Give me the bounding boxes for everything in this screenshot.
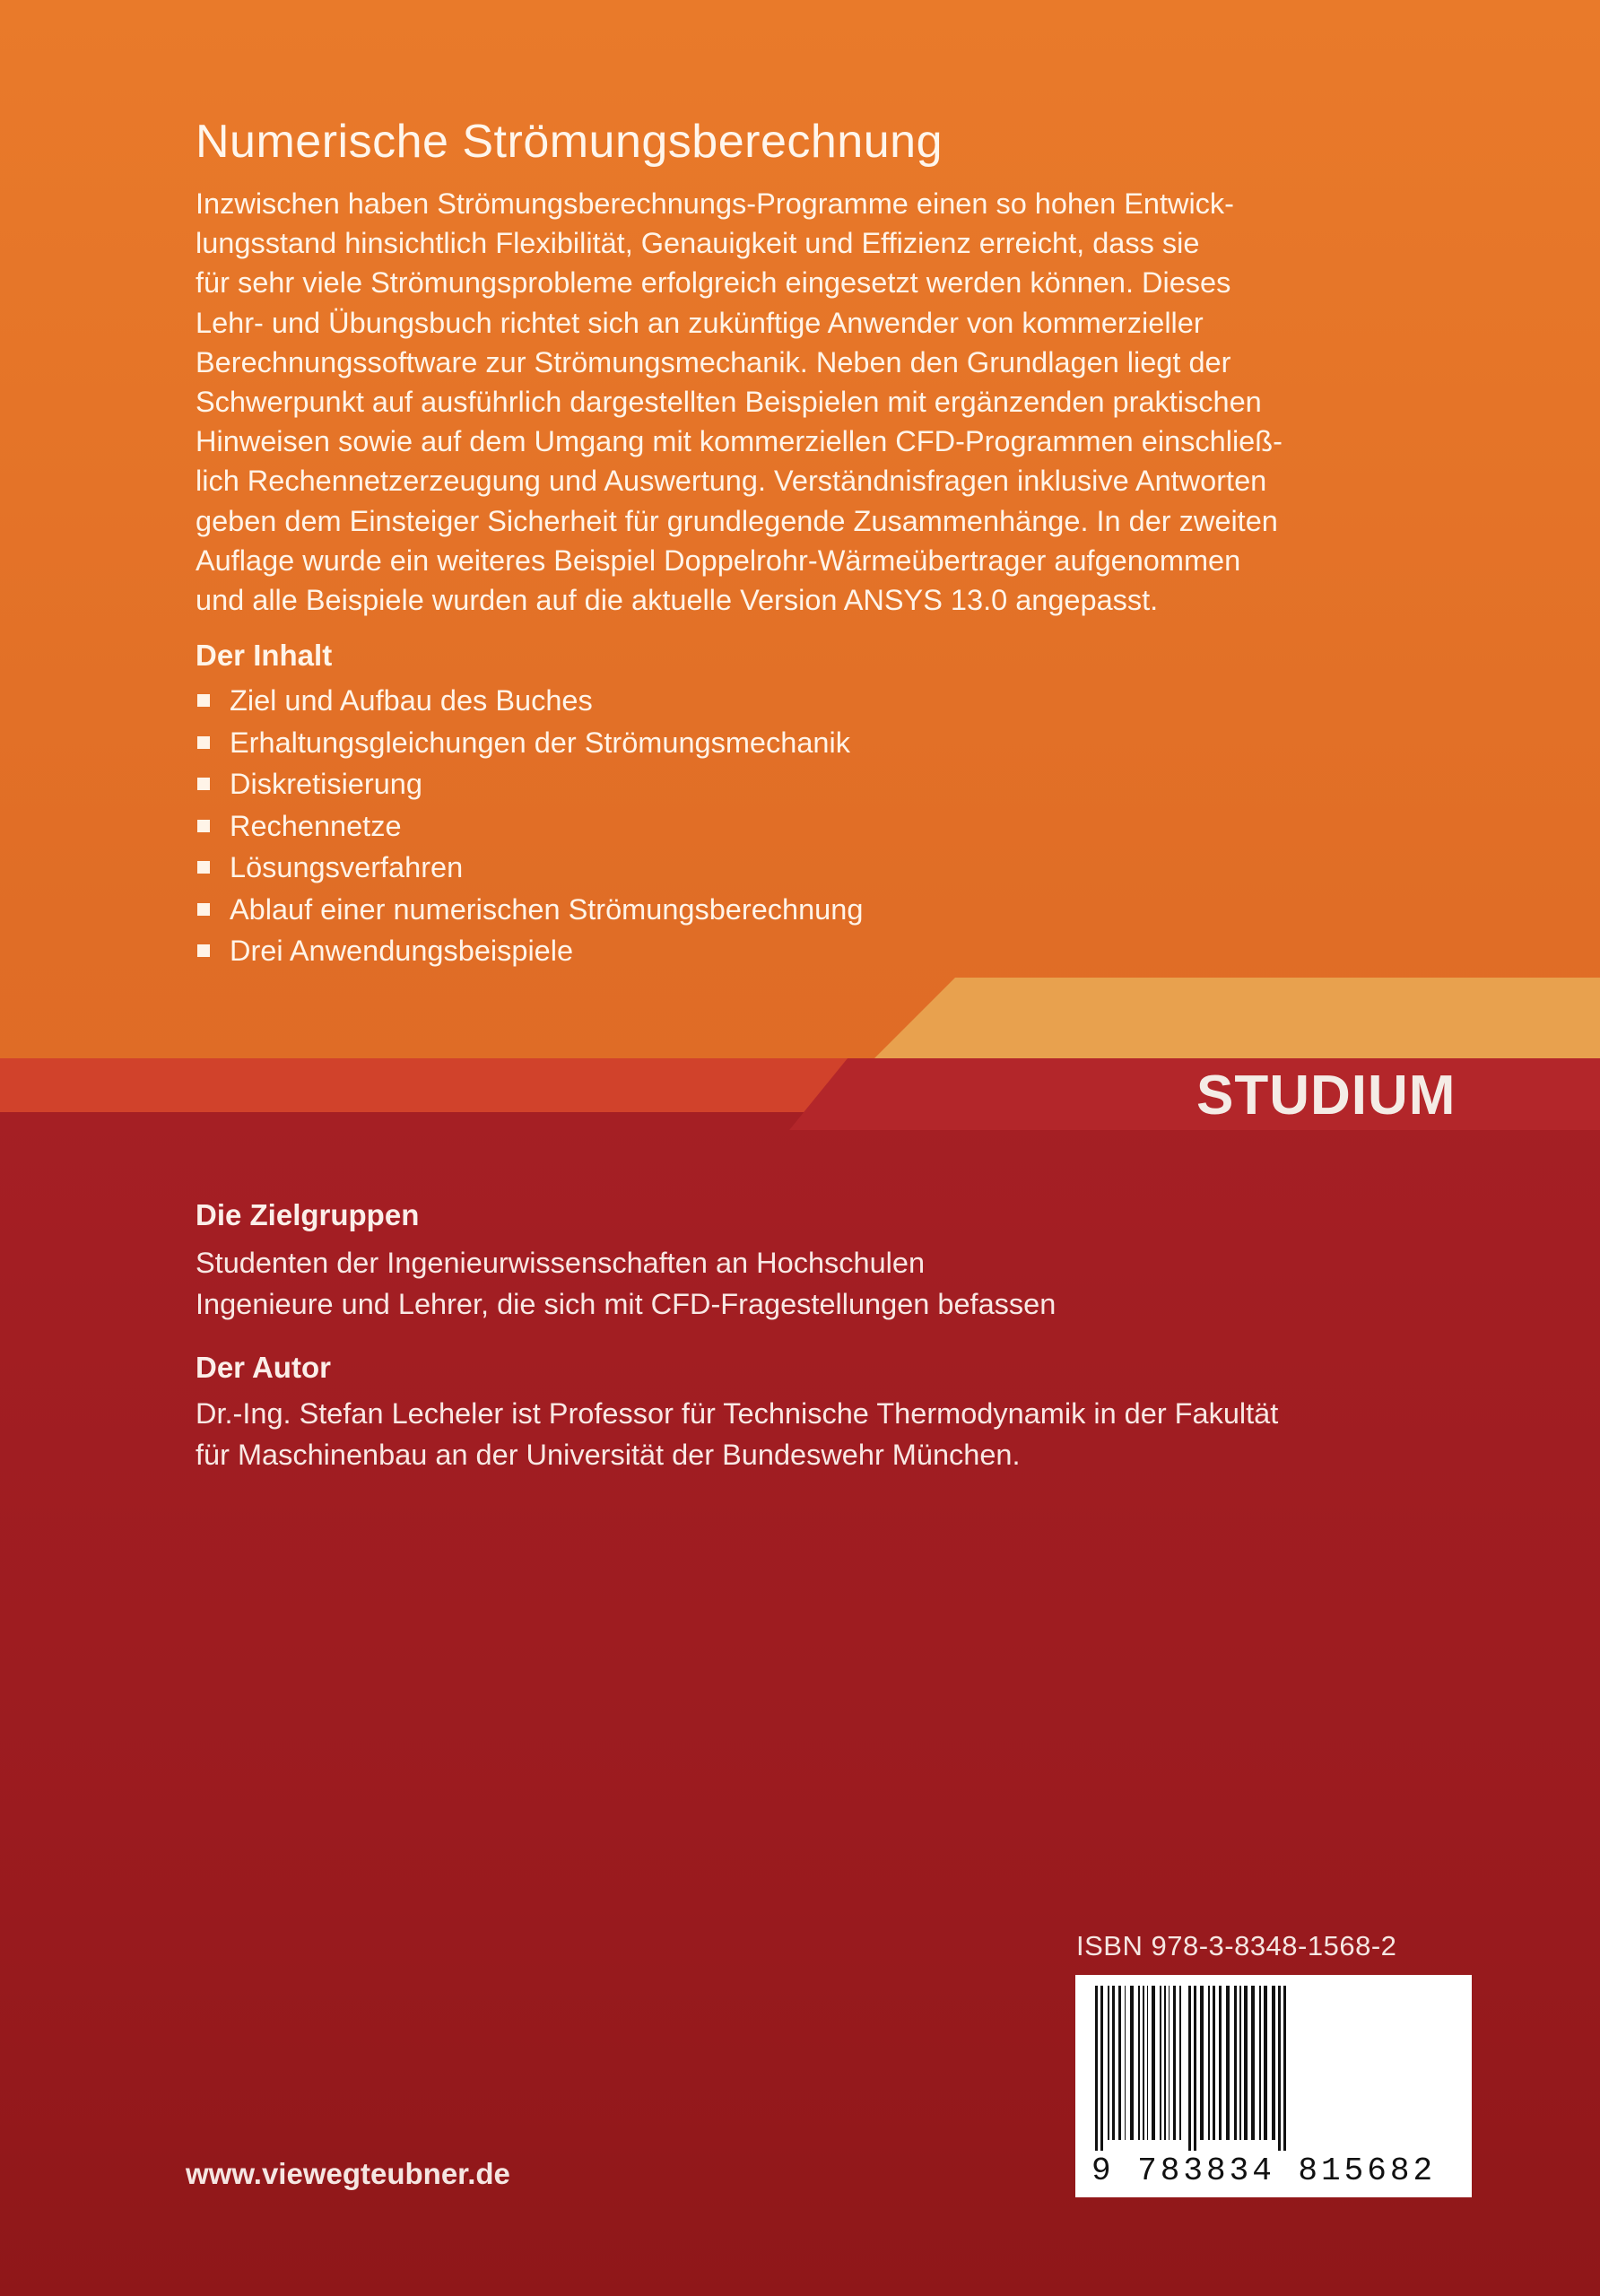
list-item-label: Erhaltungsgleichungen der Strömungsmechanik	[230, 726, 850, 759]
barcode-bar	[1251, 1986, 1255, 2140]
square-bullet-icon	[197, 778, 210, 790]
publisher-website: www.viewegteubner.de	[186, 2157, 510, 2190]
list-item	[196, 889, 863, 931]
barcode-bar	[1200, 1986, 1204, 2140]
author-line: für Maschinenbau an der Universität der Bundeswehr München.	[196, 1439, 1021, 1471]
list-item	[196, 930, 863, 972]
list-item-label: Ablauf einer numerischen Strömungsberechnung	[230, 892, 864, 926]
square-bullet-icon	[197, 903, 210, 916]
barcode-bar	[1100, 1986, 1103, 2151]
barcode-bar	[1152, 1986, 1155, 2140]
contents-heading: Der Inhalt	[196, 639, 333, 672]
barcode-bar	[1147, 1986, 1148, 2140]
barcode-bar	[1108, 1986, 1109, 2140]
book-title: Numerische Strömungsberechnung	[196, 116, 943, 168]
square-bullet-icon	[197, 736, 210, 749]
barcode-bar	[1173, 1986, 1176, 2140]
barcode-bar	[1264, 1986, 1267, 2140]
barcode-bar	[1259, 1986, 1261, 2140]
intro-line: Inzwischen haben Strömungsberechnungs-Programme einen so hohen Entwick-	[196, 187, 1235, 220]
barcode-bar	[1143, 1986, 1144, 2140]
barcode-bar	[1164, 1986, 1166, 2140]
barcode-bar	[1213, 1986, 1215, 2140]
barcode-bar	[1219, 1986, 1222, 2140]
barcode-bar	[1226, 1986, 1230, 2140]
intro-line: lungsstand hinsichtlich Flexibilität, Genauigkeit und Effizienz erreicht, dass sie	[196, 227, 1200, 260]
audience-heading: Die Zielgruppen	[196, 1198, 420, 1231]
barcode-bar	[1244, 1986, 1248, 2140]
barcode-bars	[1086, 1986, 1461, 2151]
barcode-bar	[1188, 1986, 1191, 2151]
list-item	[196, 680, 863, 722]
barcode-digits: 9 783834 815682	[1091, 2152, 1437, 2189]
audience-line: Ingenieure und Lehrer, die sich mit CFD-Fragestellungen befassen	[196, 1288, 1057, 1320]
barcode-bar	[1283, 1986, 1286, 2151]
square-bullet-icon	[197, 944, 210, 957]
intro-line: Schwerpunkt auf ausführlich dargestellten Beispielen mit ergänzenden praktischen	[196, 386, 1262, 419]
intro-line: lich Rechennetzerzeugung und Auswertung. Verständnisfragen inklusive Antworten	[196, 465, 1267, 498]
intro-line: Hinweisen sowie auf dem Umgang mit kommerziellen CFD-Programmen einschließ-	[196, 425, 1283, 458]
barcode-bar	[1160, 1986, 1161, 2140]
list-item-label: Rechennetze	[230, 809, 402, 842]
intro-line: Berechnungssoftware zur Strömungsmechanik. Neben den Grundlagen liegt der	[196, 345, 1231, 378]
barcode-bar	[1239, 1986, 1241, 2140]
barcode-bar	[1194, 1986, 1196, 2151]
isbn-label: ISBN 978-3-8348-1568-2	[1076, 1930, 1397, 1961]
barcode-bar	[1234, 1986, 1237, 2140]
series-label: STUDIUM	[1196, 1065, 1457, 1126]
intro-line: Auflage wurde ein weiteres Beispiel Doppelrohr-Wärmeübertrager aufgenommen	[196, 544, 1241, 577]
square-bullet-icon	[197, 694, 210, 707]
audience-line: Studenten der Ingenieurwissenschaften an Hochschulen	[196, 1247, 926, 1279]
contents-list	[196, 680, 863, 972]
barcode-bar	[1118, 1986, 1121, 2140]
barcode-bar	[1095, 1986, 1098, 2151]
author-line: Dr.-Ing. Stefan Lecheler ist Professor für Technische Thermodynamik in der Fakultät	[196, 1397, 1279, 1430]
barcode-bar	[1169, 1986, 1170, 2140]
intro-line: Lehr- und Übungsbuch richtet sich an zukünftige Anwender von kommerzieller	[196, 306, 1204, 339]
intro-paragraph	[196, 184, 1433, 620]
square-bullet-icon	[197, 861, 210, 874]
list-item	[196, 847, 863, 889]
barcode-bar	[1278, 1986, 1281, 2151]
list-item	[196, 722, 863, 764]
list-item-label: Lösungsverfahren	[230, 851, 464, 883]
intro-line: geben dem Einsteiger Sicherheit für grundlegende Zusammenhänge. In der zweiten	[196, 504, 1278, 537]
list-item	[196, 805, 863, 848]
barcode	[1075, 1975, 1472, 2197]
list-item-label: Diskretisierung	[230, 768, 422, 800]
barcode-bar	[1112, 1986, 1115, 2140]
audience-text	[196, 1242, 1056, 1325]
barcode-bar	[1179, 1986, 1181, 2140]
barcode-bar	[1208, 1986, 1210, 2140]
author-heading: Der Autor	[196, 1351, 331, 1384]
list-item-label: Drei Anwendungsbeispiele	[230, 935, 574, 967]
list-item-label: Ziel und Aufbau des Buches	[230, 684, 593, 717]
barcode-bar	[1272, 1986, 1275, 2140]
intro-line: für sehr viele Strömungsprobleme erfolgreich eingesetzt werden können. Dieses	[196, 266, 1231, 300]
author-text	[196, 1393, 1278, 1475]
barcode-bar	[1130, 1986, 1134, 2140]
intro-line: und alle Beispiele wurden auf die aktuelle Version ANSYS 13.0 angepasst.	[196, 584, 1159, 617]
square-bullet-icon	[197, 820, 210, 832]
barcode-bar	[1138, 1986, 1140, 2140]
list-item	[196, 763, 863, 805]
barcode-bar	[1125, 1986, 1126, 2140]
